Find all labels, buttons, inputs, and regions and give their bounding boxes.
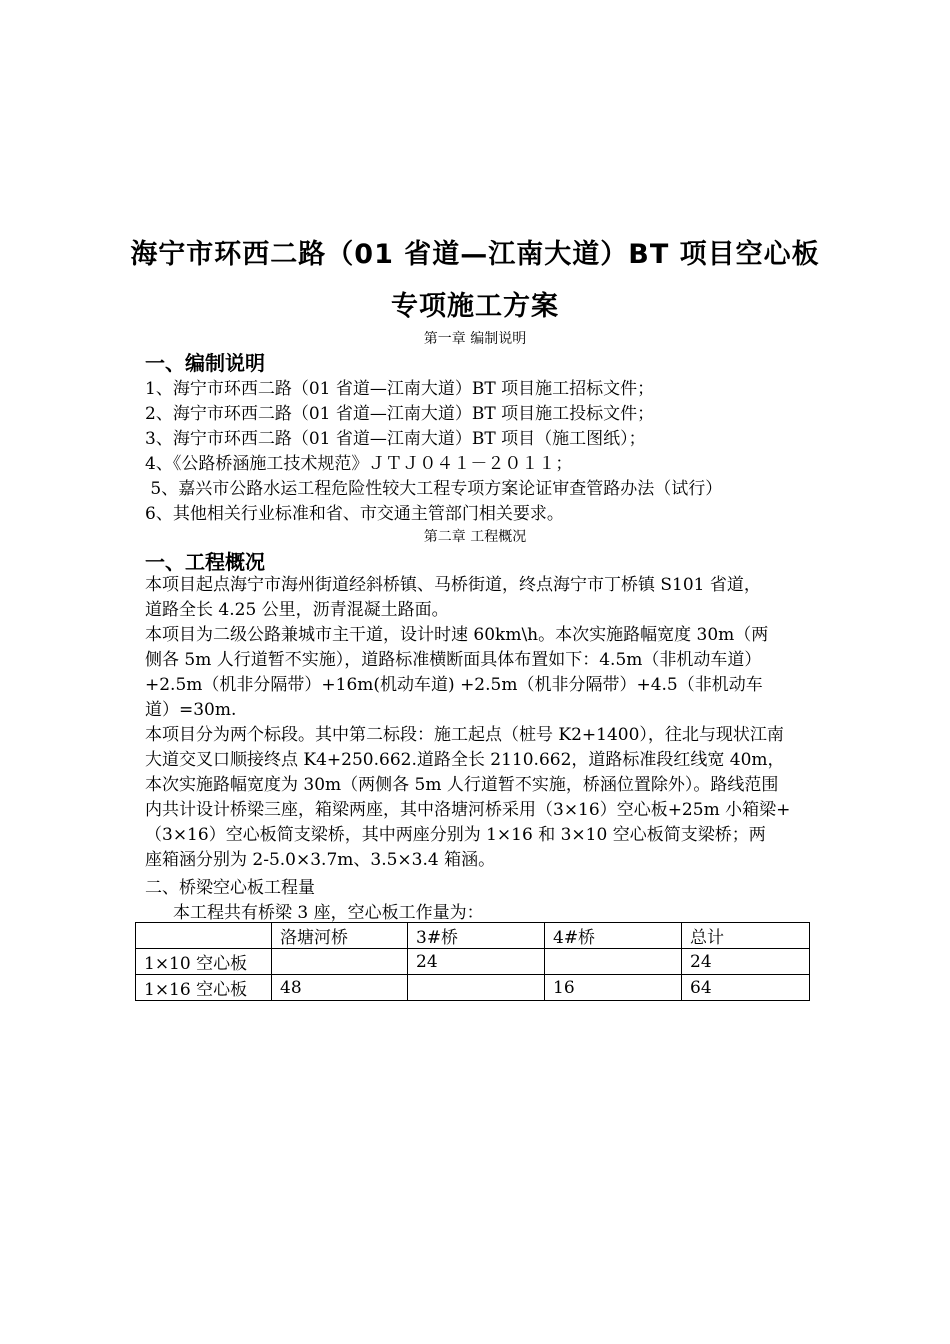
paragraph-line: 本项目起点海宁市海州街道经斜桥镇、马桥街道，终点海宁市丁桥镇 S101 省道，	[145, 575, 761, 595]
overview-paragraph-3	[145, 723, 815, 873]
paragraph-line: 本次实施路幅宽度为 30m（两侧各 5m 人行道暂不实施，桥涵位置除外）。路线范围	[145, 775, 779, 795]
table-cell: 48	[272, 975, 408, 1001]
paragraph-line: 大道交叉口顺接终点 K4+250.662.道路全长 2110.662，道路标准段红线宽 40m，	[145, 750, 785, 770]
table-header-cell: 总计	[682, 923, 810, 949]
table-cell	[408, 975, 545, 1001]
table-cell: 24	[682, 949, 810, 975]
reference-item: 6、其他相关行业标准和省、市交通主管部门相关要求。	[145, 504, 564, 524]
chapter-1-heading: 第一章 编制说明	[423, 331, 527, 347]
document-title-line-2: 专项施工方案	[391, 291, 559, 322]
paragraph-line: 本项目为二级公路兼城市主干道，设计时速 60km\h。本次实施路幅宽度 30m（两	[145, 625, 769, 645]
paragraph-line: 本项目分为两个标段。其中第二标段：施工起点（桩号 K2+1400），往北与现状江南	[145, 725, 784, 745]
paragraph-line: 内共计设计桥梁三座，箱梁两座，其中洛塘河桥采用（3×16）空心板+25m 小箱梁+	[145, 800, 791, 820]
table-cell: 1×10 空心板	[136, 949, 272, 975]
paragraph-line: 座箱涵分别为 2-5.0×3.7m、3.5×3.4 箱涵。	[145, 850, 496, 870]
table-header-cell: 4#桥	[545, 923, 682, 949]
chapter-2-heading: 第二章 工程概况	[423, 529, 527, 545]
paragraph-line: 侧各 5m 人行道暂不实施），道路标准横断面具体布置如下：4.5m（非机动车道）	[145, 650, 762, 670]
section-heading-overview: 一、工程概况	[145, 550, 265, 574]
document-title-line-1: 海宁市环西二路（01 省道—江南大道）BT 项目空心板	[130, 239, 820, 270]
table-cell	[545, 949, 682, 975]
table-row	[136, 949, 810, 975]
reference-item: 1、海宁市环西二路（01 省道—江南大道）BT 项目施工招标文件；	[145, 379, 655, 399]
table-header-cell: 3#桥	[408, 923, 545, 949]
table-header-cell: 洛塘河桥	[272, 923, 408, 949]
table-cell: 64	[682, 975, 810, 1001]
reference-item: 4、《公路桥涵施工技术规范》ＪＴＪ０４１－２０１１；	[145, 454, 573, 474]
table-header-cell	[136, 923, 272, 949]
paragraph-line: 道）=30m.	[145, 700, 237, 720]
table-cell: 1×16 空心板	[136, 975, 272, 1001]
overview-paragraph-2	[145, 623, 815, 723]
reference-item: 2、海宁市环西二路（01 省道—江南大道）BT 项目施工投标文件；	[145, 404, 655, 424]
overview-paragraph-1	[145, 573, 815, 623]
reference-item: 5、嘉兴市公路水运工程危险性较大工程专项方案论证审查管路办法（试行）	[145, 479, 723, 499]
quantity-table	[135, 922, 810, 1001]
paragraph-line: +2.5m（机非分隔带）+16m(机动车道) +2.5m（机非分隔带）+4.5（非机动车	[145, 675, 763, 695]
table-cell: 24	[408, 949, 545, 975]
reference-item: 3、海宁市环西二路（01 省道—江南大道）BT 项目（施工图纸）；	[145, 429, 646, 449]
table-cell	[272, 949, 408, 975]
table-intro: 本工程共有桥梁 3 座，空心板工作量为：	[173, 903, 484, 923]
table-header-row	[136, 923, 810, 949]
paragraph-line: 道路全长 4.25 公里，沥青混凝土路面。	[145, 600, 449, 620]
table-row	[136, 975, 810, 1001]
paragraph-line: （3×16）空心板简支梁桥，其中两座分别为 1×16 和 3×10 空心板简支梁桥；两	[145, 825, 766, 845]
table-cell: 16	[545, 975, 682, 1001]
section-heading-quantities: 二、桥梁空心板工程量	[145, 878, 315, 898]
section-heading-preparation: 一、编制说明	[145, 351, 265, 375]
